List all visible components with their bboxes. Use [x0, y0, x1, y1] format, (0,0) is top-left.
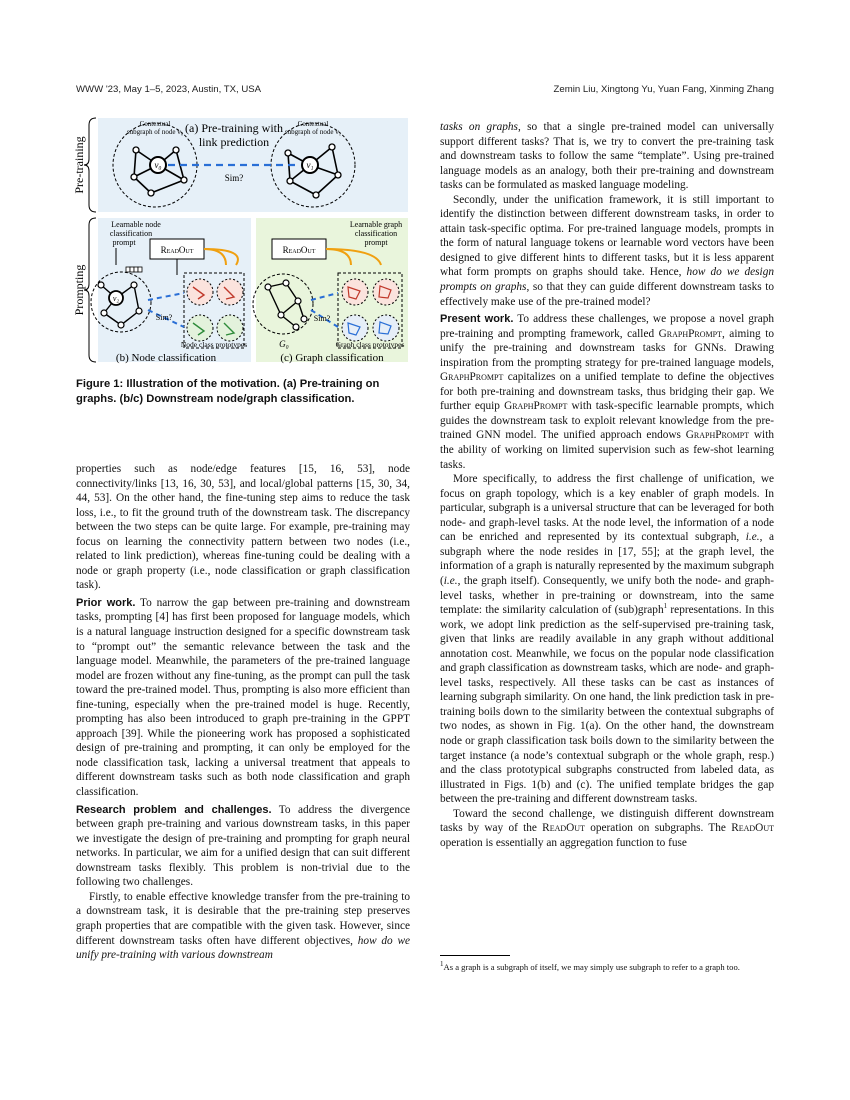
- text-tasks-italic: tasks on graphs: [440, 121, 518, 133]
- paragraph-more-specifically: [440, 472, 774, 807]
- panel-a-title-2: link prediction: [198, 135, 270, 149]
- figure-caption: Figure 1: Illustration of the motivation. (a) Pre-training on graphs. (b/c) Downstream node/graph classification.: [76, 378, 380, 405]
- text-spec-d: representations. In this work, we adopt link prediction as the self-supervised pre-training task, given that links are readily available in any graph without additional annotation cost. Meanwhile, we focus on the popular node classification and graph classification as downstream tasks, which are node- and graph-level tasks, respectively. All these tasks can be cast as instances of learning subgraph similarity. On one hand, the link prediction task in pre-training boils down to the similarity between the contextual subgraphs of two nodes, as shown in Fig. 1(a). On the other hand, the downstream node or graph classification task boils down to the similarity between the target instance (a node’s contextual subgraph or the whole graph, resp.) and the class prototypical subgraphs constructed from labeled data, as illustrated in Figs. 1(b) and (c). The unified template bridges the gap between the pre-training and different downstream tasks.: [440, 604, 774, 806]
- text-firstly-italic: how do we unify pre-training with various downstream: [76, 934, 411, 962]
- running-header-right: Zemin Liu, Xingtong Yu, Yuan Fang, Xinming Zhang: [553, 84, 774, 95]
- node-v1-label: v₁: [306, 160, 314, 170]
- paragraph-tasks-on-graphs: [440, 120, 774, 193]
- text-ie-1: i.e.: [745, 531, 760, 544]
- left-column: [76, 462, 410, 963]
- readout-name-1: ReadOut: [542, 822, 585, 835]
- paragraph-continuation: properties such as node/edge features [15, 16, 53], node connectivity/links [13, 16, 30, 53], and local/global patterns [15, 30, 34, 44, 53]. On the other hand, the fine-tuning step aims to reduce the task loss, i.e., to fit the ground truth of the downstream task. The discrepancy between the two steps can be quite large. For example, pre-training may focus on learning the connectivity pattern between two nodes (i.e., related to link prediction), whereas fine-tuning could be dealing with a node or graph property (i.e., node classification or graph classification task).: [76, 463, 410, 592]
- text-spec-b: , a subgraph where the node resides in [17, 55]; at the graph level, the information of a graph is naturally represented by the maximum subgraph (: [440, 531, 774, 587]
- text-toward-a: Toward the second challenge, we distinguish different downstream tasks by way of the: [440, 807, 774, 835]
- running-header-left: WWW '23, May 1–5, 2023, Austin, TX, USA: [76, 84, 262, 95]
- side-label-prompting: Prompting: [71, 264, 86, 316]
- panel-b-label: (b) Node classification: [115, 352, 217, 364]
- footnote-number: 1: [440, 960, 444, 969]
- readout-name-2: ReadOut: [731, 822, 774, 835]
- right-column: [440, 120, 774, 850]
- text-secondly-italic: how do we design prompts on graphs: [440, 266, 774, 294]
- sim-b-label: Sim?: [155, 313, 173, 322]
- paragraph-toward-second: [440, 807, 774, 851]
- learnable-b-2: classification: [109, 229, 153, 238]
- text-present-e: with the ability of working on limited supervision such as few-shot learning tasks.: [440, 429, 774, 471]
- text-tasks: , so that a single pre-trained model can universally support different tasks? That is, we try to convert the pre-training task and downstream tasks to follow the same “template”. Using pre-trained language models as an analogy, both their pre-training and downstream tasks can be formulated as masked language modeling.: [440, 121, 774, 192]
- text-spec-c: , the graph itself). Consequently, we unify both the node- and graph-level tasks, whether in pre-training or downstream, into the same template: the similarity calculation of (sub)graph: [440, 574, 774, 617]
- heading-prior-work: Prior work.: [76, 596, 136, 609]
- node-v0-label: v₀: [154, 160, 162, 170]
- text-firstly: Firstly, to enable effective knowledge transfer from the pre-training to a downstream task, it is desirable that the pre-training step preserves graph properties that are compatible with the given task. However, since different downstream tasks often have different objectives,: [76, 890, 410, 947]
- text-secondly: Secondly, under the unification framework, it is still important to identify the distinction between different downstream tasks, in order to attain task-specific optima. For pre-trained language models, prompts in the form of natural language tokens or learnable word vectors have been designed to give different hints to different tasks, but it is less apparent what form prompts on graphs should take. Hence,: [440, 193, 774, 279]
- panel-c-label: (c) Graph classification: [280, 352, 384, 364]
- graphprompt-name-2: GraphPrompt: [440, 371, 504, 384]
- text-present-b: , aiming to unify the pre-training and downstream tasks for GNNs. Drawing inspiration from the prompting strategy for pre-trained language models,: [440, 327, 774, 369]
- footnote-text: As a graph is a subgraph of itself, we may simply use subgraph to refer to a graph too.: [443, 962, 740, 972]
- learnable-c-2: classification: [354, 229, 398, 238]
- text-research-problem: To address the divergence between graph pre-training and various downstream tasks, in this paper we investigate the design of pre-training and prompting for graph neural networks. In particular, we aim for a unified design that can suit different downstream tasks flexibly. This problem is non-trivial due to the following two challenges.: [76, 803, 410, 889]
- panel-a-title-1: (a) Pre-training with: [185, 121, 283, 135]
- heading-research-problem: Research problem and challenges.: [76, 803, 272, 816]
- figure-1: [71, 115, 410, 365]
- paragraph-research-problem: [76, 803, 410, 890]
- graphprompt-name-1: GraphPrompt: [658, 327, 722, 340]
- ctx-left-line2: subgraph of node v₀: [126, 128, 184, 136]
- sim-c-label: Sim?: [313, 314, 331, 323]
- footnote: [440, 962, 774, 973]
- text-prior-work: To narrow the gap between pre-training and downstream tasks, prompting [4] has first been proposed for language models, which is a natural language instruction designed for a specific downstream task to “prompt out” the semantic relevance between the task and the language model. Meanwhile, the parameters of the pre-trained language model are frozen without any fine-tuning, as the prompt can pull the task toward the pre-trained model. Thus, prompting is also more efficient than fine-tuning, especially when the pre-trained model is huge. Recently, prompting has also been introduced to graph pre-training in the GPPT approach [39]. While the pioneering work has proposed a sophisticated design of pre-training and prompting, it can only be employed for the node classification task, lacking a universal treatment that appeals to different downstream tasks such as both node classification and graph classification.: [76, 596, 410, 799]
- prompt-vector-b: [126, 267, 142, 272]
- readout-label-c: ReadOut: [282, 245, 316, 255]
- learnable-c-3: prompt: [364, 238, 388, 247]
- footnote-rule: [440, 955, 510, 956]
- proto-b-label: Node class prototypes: [180, 340, 248, 349]
- ctx-right-line1: Contextual: [297, 120, 329, 128]
- heading-present-work: Present work.: [440, 313, 514, 326]
- learnable-c-1: Learnable graph: [349, 220, 403, 229]
- paragraph-secondly: [440, 193, 774, 309]
- learnable-b-3: prompt: [112, 238, 136, 247]
- footnote-marker: 1: [663, 602, 668, 611]
- paragraph-firstly: [76, 890, 410, 963]
- text-spec-a: More specifically, to address the first challenge of unification, we focus on graph topology, which is a key enabler of graph models. In particular, subgraph is a universal structure that can be leveraged for both node- and graph-level tasks. At the node level, the information of a node can be enriched and represented by its contextual subgraph,: [440, 473, 774, 544]
- text-toward-b: operation on subgraphs. The: [584, 822, 732, 835]
- ctx-right-line2: subgraph of node v₁: [284, 128, 342, 136]
- brace-top: [84, 118, 96, 212]
- node-v2-label: v₂: [112, 294, 120, 303]
- figure-1-diagram: [71, 115, 410, 365]
- paragraph-prior-work: [76, 596, 410, 800]
- text-ie-2: i.e.: [443, 574, 458, 587]
- graphprompt-name-4: GraphPrompt: [685, 429, 750, 442]
- text-present-d: with task-specific learnable prompts, which guides the downstream task to exploit relevant knowledge from the pre-trained GNN model. The unified approach endows: [440, 400, 774, 442]
- sim-a-label: Sim?: [224, 173, 244, 183]
- text-present-a: To address these challenges, we propose a novel graph pre-training and prompting framework, called: [440, 313, 775, 340]
- side-label-pretraining: Pre-training: [71, 136, 86, 194]
- paragraph-present-work: [440, 312, 774, 472]
- text-present-c: capitalizes on a unified template to define the objectives for both pre-training and downstream tasks, thus bridging their gap. We further equip: [440, 371, 774, 413]
- text-toward-c: operation is essentially an aggregation function to fuse: [440, 836, 687, 849]
- readout-label-b: ReadOut: [160, 245, 194, 255]
- text-secondly-end: , so that they can guide different downstream tasks to effectively make use of the pre-trained model?: [440, 281, 775, 308]
- ctx-left-line1: Contextual: [139, 120, 171, 128]
- learnable-b-1: Learnable node: [111, 220, 161, 229]
- brace-bottom: [84, 218, 96, 362]
- graph-g0-label: G₀: [279, 339, 289, 349]
- graphprompt-name-3: GraphPrompt: [504, 400, 568, 413]
- proto-c-label: Graph class prototypes: [335, 340, 405, 349]
